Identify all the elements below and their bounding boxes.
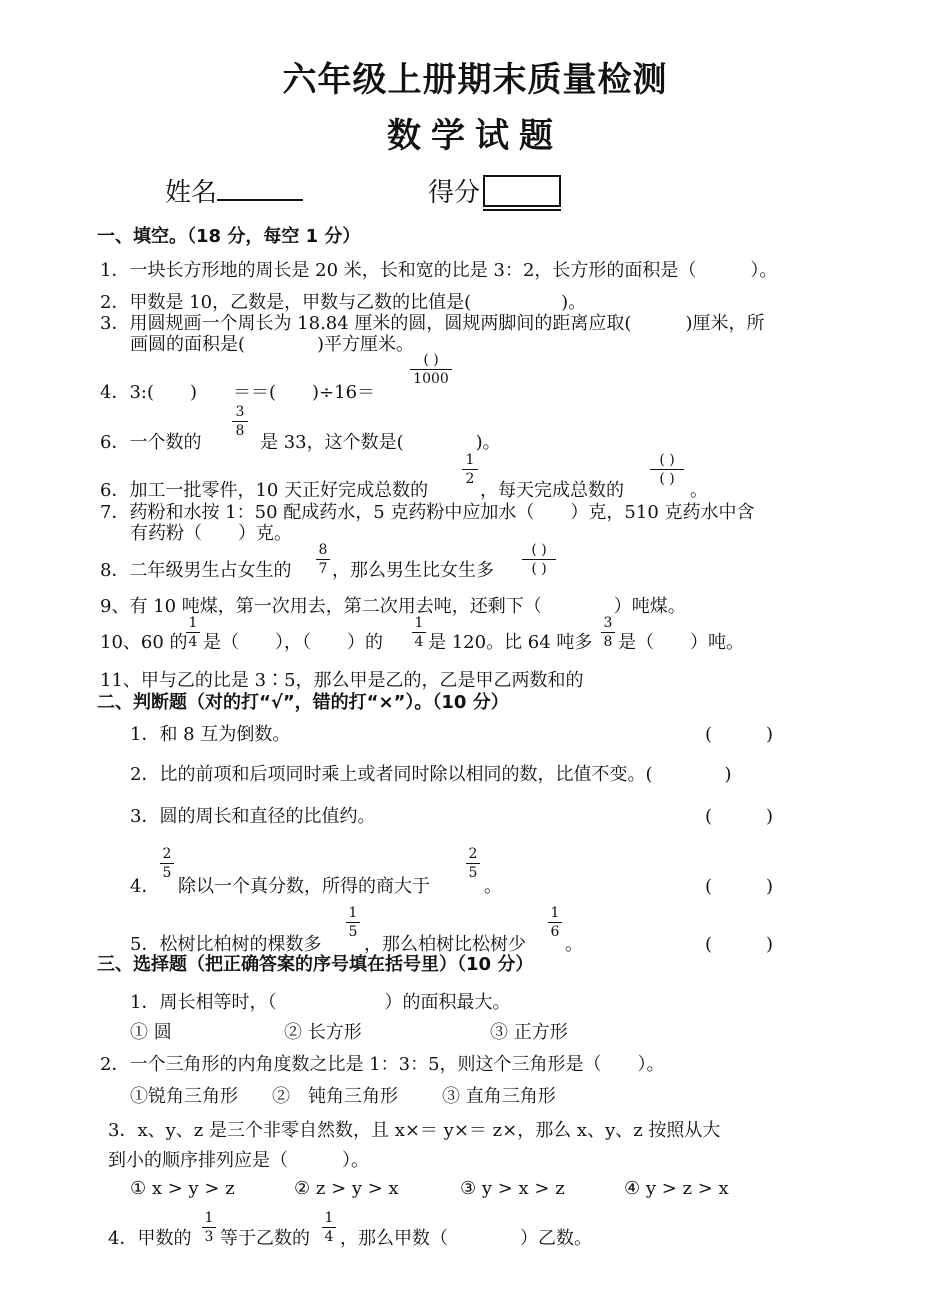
fill-q8-blank-fraction[interactable]: ( ) ( ) xyxy=(522,542,556,577)
fill-q2: 2．甲数是 10，乙数是，甲数与乙数的比值是( )。 xyxy=(100,292,587,313)
fill-q9: 9、有 10 吨煤，第一次用去，第二次用去吨，还剩下（ ）吨煤。 xyxy=(100,596,686,617)
judge-q2: 2．比的前项和后项同时乘上或者同时除以相同的数，比值不变。( ) xyxy=(130,764,732,785)
choice-q2-option-3[interactable]: ③ 直角三角形 xyxy=(442,1086,556,1107)
fill-q10-fraction-3: 3 8 xyxy=(601,615,615,650)
section-judge-heading: 二、判断题（对的打“√”，错的打“×”）。（10 分） xyxy=(97,692,509,713)
choice-q3-option-2[interactable]: ② z > y > x xyxy=(294,1178,399,1199)
choice-q4-fraction-2: 1 4 xyxy=(322,1210,336,1245)
choice-q2-option-1[interactable]: ①锐角三角形 xyxy=(130,1086,238,1107)
name-field[interactable] xyxy=(165,172,303,209)
name-line xyxy=(217,173,303,201)
judge-q5-c: 。 xyxy=(565,934,583,955)
choice-q3-line1: 3．x、y、z 是三个非零自然数，且 x×＝ y×＝ z×，那么 x、y、z 按照从大 xyxy=(108,1120,721,1141)
judge-q5-answer[interactable]: ( ) xyxy=(705,934,774,955)
fill-q6-blank-fraction[interactable]: ( ) ( ) xyxy=(650,452,684,487)
choice-q1-option-1[interactable]: ① 圆 xyxy=(130,1022,172,1043)
exam-subtitle: 数学试题 xyxy=(387,116,563,156)
judge-q5-fraction-1: 1 5 xyxy=(346,905,360,940)
choice-q3-option-3[interactable]: ③ y > x > z xyxy=(460,1178,565,1199)
judge-q4-a: 4． xyxy=(130,876,160,897)
section-choice-heading: 三、选择题（把正确答案的序号填在括号里）（10 分） xyxy=(97,954,534,975)
section-fill-heading: 一、填空。（18 分，每空 1 分） xyxy=(97,226,361,247)
fill-q4-fraction: ( ) 1000 xyxy=(410,352,452,387)
choice-q3-line2: 到小的顺序排列应是（ ）。 xyxy=(108,1150,369,1171)
score-box[interactable] xyxy=(483,175,561,207)
judge-q1-answer[interactable]: ( ) xyxy=(705,724,774,745)
fill-q10-b: 是（ ），（ ）的 xyxy=(203,632,383,653)
fill-q10-fraction-1: 1 4 xyxy=(186,615,200,650)
name-label: 姓名 xyxy=(165,178,218,208)
choice-q4-c: ，那么甲数（ ）乙数。 xyxy=(340,1228,592,1249)
choice-q1-option-3[interactable]: ③ 正方形 xyxy=(490,1022,568,1043)
choice-q4-b: 等于乙数的 xyxy=(220,1228,310,1249)
judge-q4-fraction-2: 2 5 xyxy=(466,846,480,881)
choice-q1-option-2[interactable]: ② 长方形 xyxy=(284,1022,362,1043)
judge-q4-b: 除以一个真分数，所得的商大于 xyxy=(178,876,430,897)
judge-q1: 1．和 8 互为倒数。 xyxy=(130,724,291,745)
judge-q5-fraction-2: 1 6 xyxy=(548,905,562,940)
fill-q7-line1: 7．药粉和水按 1：50 配成药水，5 克药粉中应加水（ ）克，510 克药水中含 xyxy=(100,502,755,523)
choice-q2-option-2[interactable]: ② 钝角三角形 xyxy=(272,1086,398,1107)
judge-q4-c: 。 xyxy=(484,876,502,897)
fill-q11: 11、甲与乙的比是 3∶5，那么甲是乙的，乙是甲乙两数和的 xyxy=(100,670,584,691)
judge-q3: 3．圆的周长和直径的比值约。 xyxy=(130,806,376,827)
fill-q8-fraction: 8 7 xyxy=(316,542,330,577)
choice-q4-fraction-1: 1 3 xyxy=(202,1210,216,1245)
fill-q3-line1: 3．用圆规画一个周长为 18.84 厘米的圆，圆规两脚间的距离应取( )厘米，所 xyxy=(100,313,765,334)
fill-q3-line2: 画圆的面积是( )平方厘米。 xyxy=(130,334,415,355)
fill-q6-c: 。 xyxy=(690,480,708,501)
judge-q4-answer[interactable]: ( ) xyxy=(705,876,774,897)
choice-q4-a: 4．甲数的 xyxy=(108,1228,192,1249)
fill-q8-a: 8．二年级男生占女生的 xyxy=(100,560,292,581)
fill-q6-b: ，每天完成总数的 xyxy=(480,480,624,501)
score-label: 得分 xyxy=(428,178,481,208)
fill-q1: 1．一块长方形地的周长是 20 米，长和宽的比是 3：2，长方形的面积是（ ）。 xyxy=(100,260,778,281)
fill-q8-b: ，那么男生比女生多 xyxy=(332,560,494,581)
fill-q5-fraction: 3 8 xyxy=(232,404,248,439)
fill-q5-b: 是 33，这个数是( )。 xyxy=(260,432,501,453)
choice-q1: 1．周长相等时，（ ）的面积最大。 xyxy=(130,992,511,1013)
judge-q4-fraction-1: 2 5 xyxy=(160,846,174,881)
exam-title: 六年级上册期末质量检测 xyxy=(282,60,668,100)
judge-q5-b: ，那么柏树比松树少 xyxy=(364,934,526,955)
fill-q6-fraction: 1 2 xyxy=(462,452,478,487)
judge-q5-a: 5．松树比柏树的棵数多 xyxy=(130,934,322,955)
fill-q7-line2: 有药粉（ ）克。 xyxy=(130,523,292,544)
fill-q4: 4．3:( ) ＝＝( )÷16＝ xyxy=(100,382,376,403)
choice-q2: 2．一个三角形的内角度数之比是 1：3：5，则这个三角形是（ ）。 xyxy=(100,1054,665,1075)
fill-q5-a: 6．一个数的 xyxy=(100,432,202,453)
judge-q3-answer[interactable]: ( ) xyxy=(705,806,774,827)
fill-q10-fraction-2: 1 4 xyxy=(412,615,426,650)
fill-q10-a: 10、60 的 xyxy=(100,632,188,653)
choice-q3-option-1[interactable]: ① x > y > z xyxy=(130,1178,235,1199)
fill-q10-c: 是 120。比 64 吨多 xyxy=(428,632,593,653)
choice-q3-option-4[interactable]: ④ y > z > x xyxy=(624,1178,729,1199)
fill-q6-a: 6．加工一批零件，10 天正好完成总数的 xyxy=(100,480,429,501)
fill-q10-d: 是（ ）吨。 xyxy=(618,632,744,653)
